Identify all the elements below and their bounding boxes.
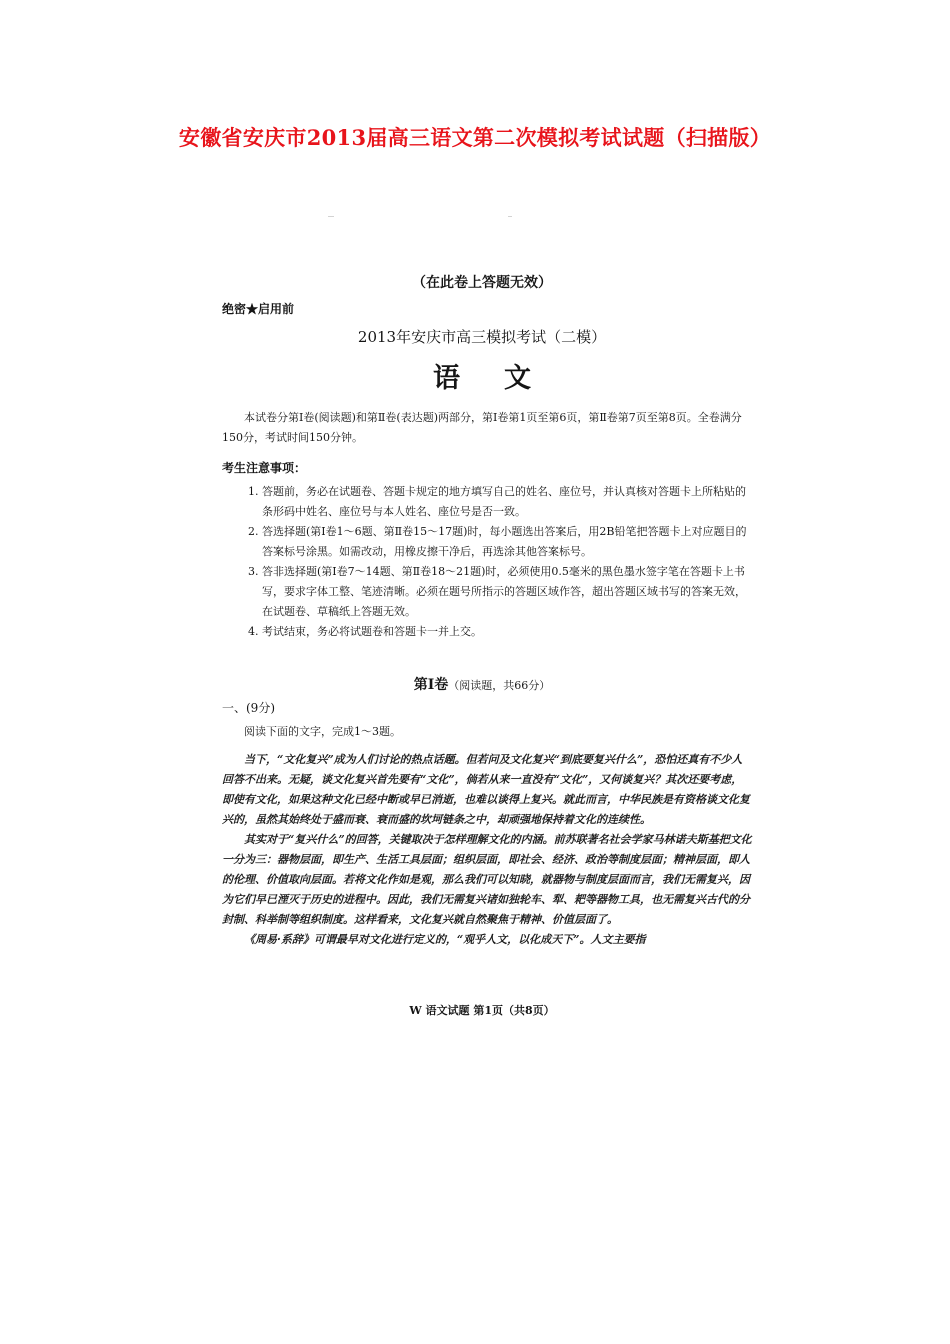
notice-heading: 考生注意事项： xyxy=(222,461,307,475)
exam-intro: 本试卷分第Ⅰ卷(阅读题)和第Ⅱ卷(表达题)两部分，第Ⅰ卷第1页至第6页，第Ⅱ卷第7页至第8页。全卷满分150分，考试时间150分钟。 xyxy=(222,411,742,444)
notice-list xyxy=(248,482,748,642)
passage-paragraph: 其实对于“复兴什么”的回答，关键取决于怎样理解文化的内涵。前苏联著名社会学家马林诺夫斯基把文化一分为三：器物层面，即生产、生活工具层面；组织层面，即社会、经济、政治等制度层面；精神层面，即人的伦理、价值取向层面。若将文化作如是观，那么我们可以知晓，就器物与制度层面而言，我们无需复兴，因为它们早已湮灭于历史的进程中。因此，我们无需复兴诸如独轮车、犁、耙等器物工具，也无需复兴古代的分封制、科举制等组织制度。这样看来，文化复兴就自然聚焦于精神、价值层面了。 xyxy=(222,833,752,926)
reading-instruction: 阅读下面的文字，完成1～3题。 xyxy=(244,725,401,738)
no-answer-notice: （在此卷上答题无效） xyxy=(412,275,552,291)
scan-speck xyxy=(328,216,334,217)
secret-label: 绝密★启用前 xyxy=(222,302,295,316)
passage-paragraph: 当下，“文化复兴”成为人们讨论的热点话题。但若问及文化复兴“到底要复兴什么”，恐怕还真有不少人回答不出来。无疑，谈文化复兴首先要有“文化”，倘若从来一直没有“文化”，又何谈复兴？其次还要考虑，即使有文化，如果这种文化已经中断或早已消逝，也难以谈得上复兴。就此而言，中华民族是有资格谈文化复兴的，虽然其始终处于盛而衰、衰而盛的坎坷链条之中，却顽强地保持着文化的连续性。 xyxy=(222,753,750,826)
exam-name: 2013年安庆市高三模拟考试（二模） xyxy=(357,328,607,346)
notice-item: 1. 答题前，务必在试题卷、答题卡规定的地方填写自己的姓名、座位号，并认真核对答题卡上所粘贴的条形码中姓名、座位号与本人姓名、座位号是否一致。 xyxy=(248,485,746,518)
passage-paragraph: 《周易·系辞》可谓最早对文化进行定义的，“观乎人文，以化成天下”。人文主要指 xyxy=(244,933,646,946)
part-title: 第Ⅰ卷 xyxy=(413,677,449,693)
notice-item: 2. 答选择题(第Ⅰ卷1～6题、第Ⅱ卷15～17题)时，每小题选出答案后，用2B铅笔把答题卡上对应题目的答案标号涂黑。如需改动，用橡皮擦干净后，再选涂其他答案标号。 xyxy=(248,525,747,558)
part-note: （阅读题，共66分） xyxy=(448,679,551,692)
document-title: 安徽省安庆市2013届高三语文第二次模拟考试试题（扫描版） xyxy=(178,125,772,150)
scanned-exam-page xyxy=(208,262,756,1026)
page-footer: W 语文试题 第1页（共8页） xyxy=(409,1004,555,1017)
section-heading: 一、(9分) xyxy=(222,701,275,715)
notice-item: 4. 考试结束，务必将试题卷和答题卡一并上交。 xyxy=(248,625,482,638)
scan-speck xyxy=(508,216,512,217)
part-heading xyxy=(208,674,756,694)
reading-passage xyxy=(222,750,752,950)
subject-title: 语文 xyxy=(433,363,575,394)
notice-item: 3. 答非选择题(第Ⅰ卷7～14题、第Ⅱ卷18～21题)时，必须使用0.5毫米的黑色墨水签字笔在答题卡上书写，要求字体工整、笔迹清晰。必须在题号所指示的答题区域作答，超出答题区域书写的答案无效，在试题卷、草稿纸上答题无效。 xyxy=(248,565,746,618)
